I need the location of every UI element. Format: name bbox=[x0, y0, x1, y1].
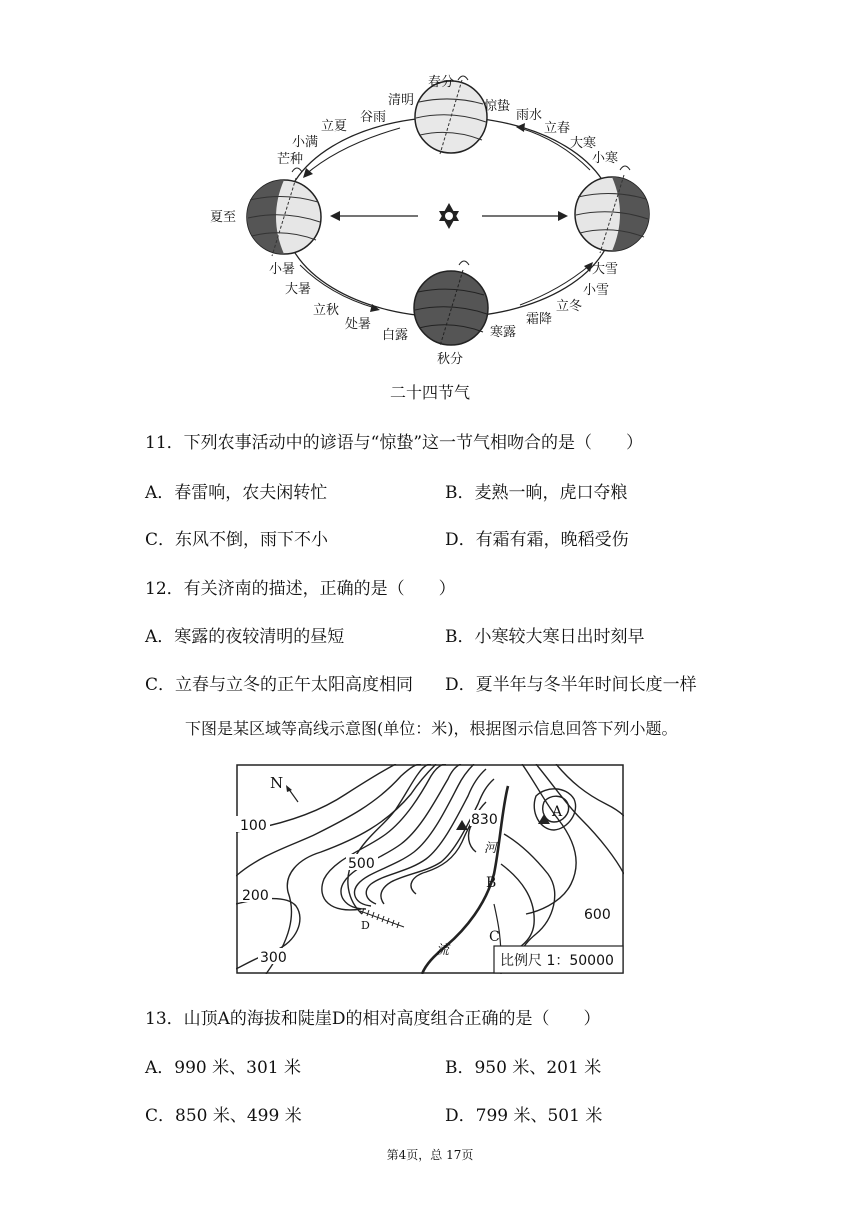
question-13-option-a: A．990 米、301 米 bbox=[145, 1058, 301, 1078]
term-jingzhe: 惊蛰 bbox=[484, 99, 511, 114]
figure1-caption: 二十四节气 bbox=[389, 383, 470, 402]
question-11-option-a: A．春雷响，农夫闲转忙 bbox=[145, 483, 328, 503]
term-bailu: 白露 bbox=[382, 328, 409, 343]
globe-winter-solstice bbox=[575, 166, 649, 253]
orbit-arrow-top-left bbox=[305, 128, 400, 175]
term-qingming: 清明 bbox=[388, 93, 415, 108]
scale-label: 比例尺 1：50000 bbox=[500, 953, 614, 969]
question-13-option-c: C．850 米、499 米 bbox=[145, 1106, 302, 1126]
term-guyu: 谷雨 bbox=[360, 110, 387, 125]
contour-label-500: 500 bbox=[348, 856, 375, 872]
question-12-option-d: D．夏半年与冬半年时间长度一样 bbox=[445, 675, 697, 695]
arrow-left-icon bbox=[330, 211, 418, 221]
term-chushu: 处暑 bbox=[345, 317, 372, 332]
term-hanlu: 寒露 bbox=[490, 325, 517, 340]
contour-label-600: 600 bbox=[584, 907, 611, 923]
north-label: N bbox=[270, 774, 284, 792]
question-12-option-a: A．寒露的夜较清明的昼短 bbox=[145, 627, 345, 647]
point-a-label: A bbox=[552, 804, 563, 820]
question-13-stem: 13．山顶A的海拔和陡崖D的相对高度组合正确的是（ ） bbox=[145, 1009, 601, 1029]
globe-autumn-equinox bbox=[414, 261, 488, 346]
question-13-option-d: D．799 米、501 米 bbox=[445, 1106, 603, 1126]
term-qiufen: 秋分 bbox=[437, 352, 464, 367]
contour-label-300: 300 bbox=[260, 950, 287, 966]
term-xiaoman: 小满 bbox=[292, 135, 319, 150]
question-12-option-c: C．立春与立冬的正午太阳高度相同 bbox=[145, 675, 414, 695]
point-b-label: B bbox=[486, 875, 497, 891]
river-label-he: 河 bbox=[484, 841, 498, 856]
contour-label-200: 200 bbox=[242, 888, 269, 904]
term-xiaohan: 小寒 bbox=[592, 151, 619, 166]
question-11-stem: 11．下列农事活动中的谚语与“惊蛰”这一节气相吻合的是（ ） bbox=[145, 433, 644, 453]
peak-830-label: 830 bbox=[471, 812, 498, 828]
river-label-liu: 流 bbox=[436, 943, 450, 958]
globe-summer-solstice bbox=[247, 168, 321, 256]
term-lidong: 立冬 bbox=[556, 299, 583, 314]
term-dahan: 大寒 bbox=[570, 136, 597, 151]
term-lixia: 立夏 bbox=[321, 119, 348, 134]
term-shuangjiang: 霜降 bbox=[526, 312, 553, 327]
contour-label-100: 100 bbox=[240, 818, 267, 834]
question-13-option-b: B．950 米、201 米 bbox=[445, 1058, 602, 1078]
term-xiazhi: 夏至 bbox=[210, 210, 237, 225]
term-liqiu: 立秋 bbox=[313, 303, 340, 318]
question-11-option-c: C．东风不倒，雨下不小 bbox=[145, 530, 329, 550]
sun-icon bbox=[439, 203, 459, 229]
term-lichun: 立春 bbox=[544, 121, 571, 136]
term-yushui: 雨水 bbox=[516, 108, 543, 123]
point-d-label: D bbox=[361, 919, 370, 932]
question-11-option-d: D．有霜有霜，晚稻受伤 bbox=[445, 530, 629, 550]
map-frame bbox=[237, 765, 623, 973]
solar-terms-diagram bbox=[200, 62, 660, 382]
term-xiaoshu: 小暑 bbox=[269, 262, 296, 277]
contour-map bbox=[236, 764, 626, 976]
term-xiaoxue: 小雪 bbox=[583, 283, 610, 298]
term-chunfen: 春分 bbox=[428, 75, 455, 90]
term-daxue: 大雪 bbox=[592, 262, 619, 277]
question-11-option-b: B．麦熟一晌，虎口夺粮 bbox=[445, 483, 628, 503]
question-12-stem: 12．有关济南的描述，正确的是（ ） bbox=[145, 579, 456, 599]
question-12-option-b: B．小寒较大寒日出时刻早 bbox=[445, 627, 645, 647]
term-dashu: 大暑 bbox=[285, 282, 312, 297]
term-mangzhong: 芒种 bbox=[277, 152, 304, 167]
figure2-intro: 下图是某区域等高线示意图(单位：米)，根据图示信息回答下列小题。 bbox=[185, 719, 678, 738]
point-c-label: C bbox=[489, 929, 500, 945]
arrow-right-icon bbox=[482, 211, 568, 221]
page-footer: 第4页，总 17页 bbox=[386, 1148, 474, 1162]
